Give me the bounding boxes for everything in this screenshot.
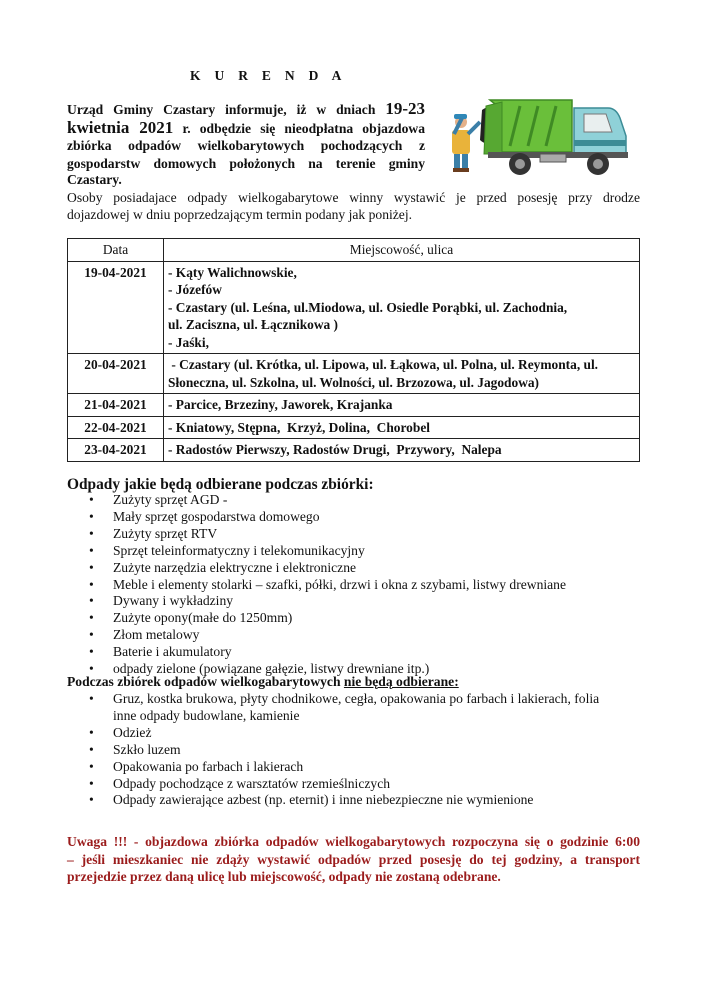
intro-line4: gospodarstw domowych położonych na terenie gminy: [67, 155, 425, 171]
place-line: ul. Zaciszna, ul. Łącznikowa ): [168, 317, 339, 332]
warning-line2: – jeśli mieszkaniec nie zdąży wystawić odpadów przed posesję do tej godziny, a transport: [67, 851, 640, 867]
schedule-table: [67, 238, 640, 462]
instruction-note: [67, 189, 640, 223]
list-item: • Meble i elementy stolarki – szafki, półki, drzwi i okna z szybami, listwy drewniane: [67, 577, 566, 594]
rejected-list: [67, 691, 640, 809]
intro-month-year: kwietnia 2021: [67, 117, 174, 137]
list-item: • Złom metalowy: [67, 627, 566, 644]
list-item: • Zużyty sprzęt RTV: [67, 526, 566, 543]
table-row: [68, 354, 640, 394]
row-date: 21-04-2021: [68, 394, 164, 417]
rejected-heading: [67, 674, 459, 690]
accepted-heading: Odpady jakie będą odbierane podczas zbiórki:: [67, 476, 374, 493]
row-places: [164, 354, 640, 394]
list-item: • Gruz, kostka brukowa, płyty chodnikowe, cegła, opakowania po farbach i lakierach, folia inne odpady budowlane, kamienie: [67, 691, 640, 725]
list-item: • odpady zielone (powiązane gałęzie, listwy drewniane itp.): [67, 661, 566, 678]
table-row: [68, 439, 640, 462]
table-row: [68, 394, 640, 417]
list-item: • Odpady zawierające azbest (np. eternit) i inne niebezpieczne nie wymienione: [67, 792, 640, 809]
row-date: 19-04-2021: [68, 261, 164, 354]
note-line2: dojazdowej w dniu poprzedzającym termin podany jak poniżej.: [67, 207, 413, 222]
list-item: • Sprzęt teleinformatyczny i telekomunikacyjny: [67, 543, 566, 560]
place-line: Słoneczna, ul. Szkolna, ul. Wolności, ul. Brzozowa, ul. Jagodowa): [168, 374, 540, 390]
list-item: • Szkło luzem: [67, 742, 640, 759]
header-date: Data: [68, 239, 164, 262]
intro-line3: zbiórka odpadów wielkobarytowych pochodzących z: [67, 138, 425, 154]
place-line: - Jaśki,: [168, 334, 209, 350]
intro-paragraph: [67, 100, 425, 172]
row-places: - Radostów Pierwszy, Radostów Drugi, Przywory, Nalepa: [164, 439, 640, 462]
list-item: • Odzież: [67, 725, 640, 742]
document-title: K U R E N D A: [190, 68, 347, 83]
note-line1: Osoby posiadajace odpady wielkogabarytowe winny wystawić je przed posesję przy drodze: [67, 190, 640, 205]
intro-dates: 19-23: [385, 99, 425, 118]
row-date: 22-04-2021: [68, 416, 164, 439]
intro-line2: r. odbędzie się nieodpłatna objazdowa: [182, 120, 425, 136]
warning-line3: przejedzie przez daną ulicę lub miejscowość, odpady nie zostaną odebrane.: [67, 869, 501, 884]
table-row: [68, 261, 640, 354]
garbage-truck-icon: [440, 78, 650, 178]
rejected-heading-underlined: nie będą odbierane:: [343, 674, 459, 689]
row-places: - Parcice, Brzeziny, Jaworek, Krajanka: [164, 394, 640, 417]
warning-notice: [67, 833, 640, 886]
worker-figure: [452, 114, 480, 172]
warning-line1: Uwaga !!! - objazdowa zbiórka odpadów wielkogabarytowych rozpoczyna się o godzinie 6:00: [67, 834, 640, 849]
rejected-heading-prefix: Podczas zbiórek odpadów wielkogabarytowych: [67, 674, 344, 689]
row-date: 23-04-2021: [68, 439, 164, 462]
place-line: - Kąty Walichnowskie,: [168, 264, 297, 280]
header-places: Miejscowość, ulica: [164, 239, 640, 262]
row-places: - Kniatowy, Stępna, Krzyż, Dolina, Chorobel: [164, 416, 640, 439]
list-item: • Dywany i wykładziny: [67, 593, 566, 610]
intro-line5: Czastary.: [67, 172, 122, 187]
place-line: - Czastary (ul. Krótka, ul. Lipowa, ul. Łąkowa, ul. Polna, ul. Reymonta, ul.: [168, 357, 599, 372]
accepted-list: [67, 492, 566, 678]
list-item: • Zużyty sprzęt AGD -: [67, 492, 566, 509]
row-places: [164, 261, 640, 354]
list-item: • Mały sprzęt gospodarstwa domowego: [67, 509, 566, 526]
list-item: • Opakowania po farbach i lakierach: [67, 759, 640, 776]
list-item: • Odpady pochodzące z warsztatów rzemieślniczych: [67, 776, 640, 793]
list-item: • Baterie i akumulatory: [67, 644, 566, 661]
row-date: 20-04-2021: [68, 354, 164, 394]
place-line: - Czastary (ul. Leśna, ul.Miodowa, ul. Osiedle Porąbki, ul. Zachodnia,: [168, 299, 568, 315]
table-row: [68, 416, 640, 439]
list-item: • Zużyte narzędzia elektryczne i elektroniczne: [67, 560, 566, 577]
place-line: - Józefów: [168, 282, 222, 297]
table-header-row: [68, 239, 640, 262]
list-item: • Zużyte opony(małe do 1250mm): [67, 610, 566, 627]
intro-line1: Urząd Gminy Czastary informuje, iż w dniach: [67, 102, 376, 117]
